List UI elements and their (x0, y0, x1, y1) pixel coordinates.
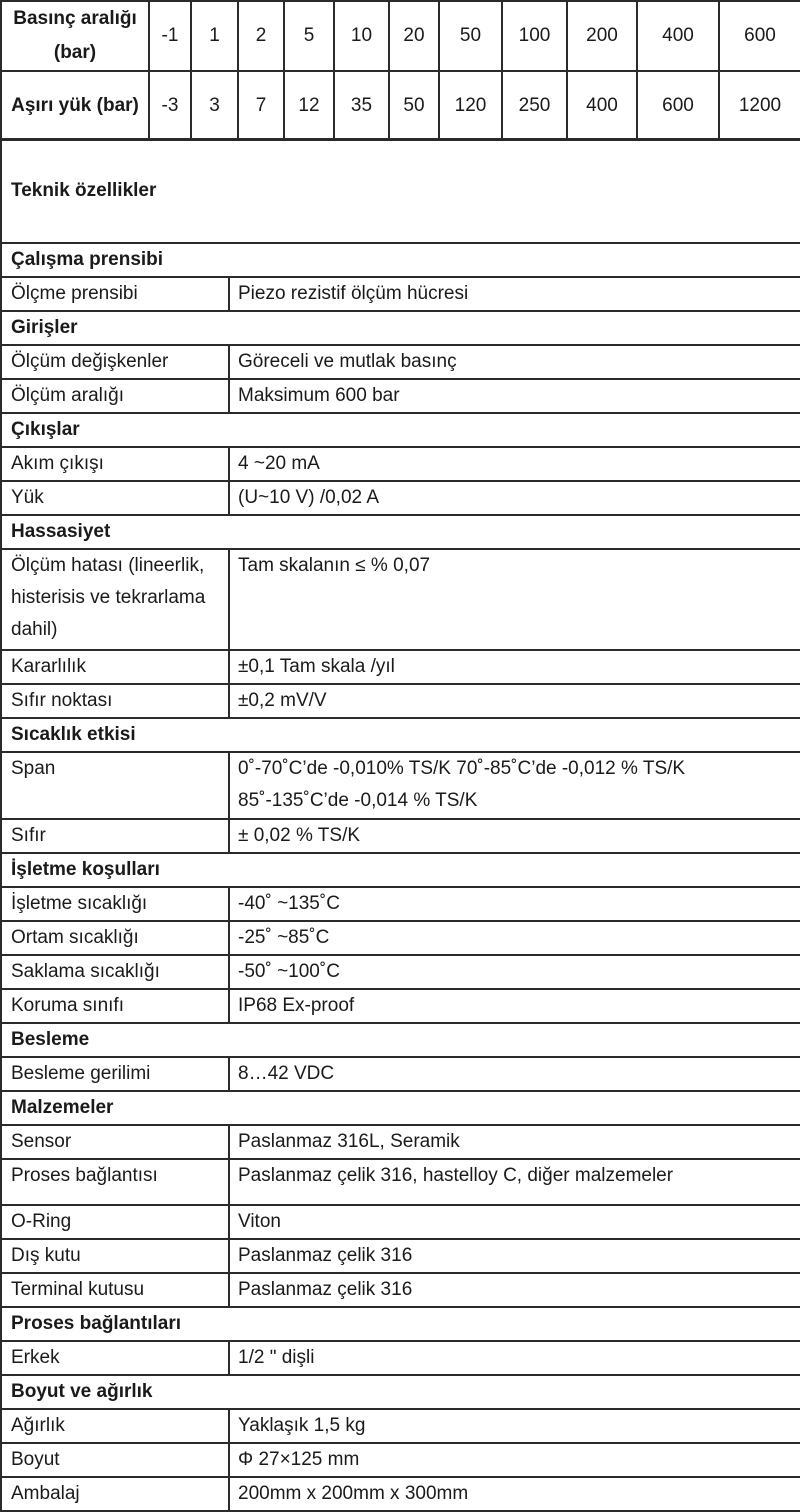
spec-row (1, 1443, 800, 1477)
overload-cell: 50 (389, 71, 439, 140)
spec-label: Proses bağlantısı (1, 1159, 229, 1205)
spec-row (1, 921, 800, 955)
spec-value: -40˚ ~135˚C (229, 887, 800, 921)
pressure-range-table (0, 0, 800, 141)
spec-label: Span (1, 752, 229, 819)
spec-row (1, 819, 800, 853)
spec-label: Dış kutu (1, 1239, 229, 1273)
section-title: Proses bağlantıları (1, 1307, 800, 1341)
spec-row (1, 887, 800, 921)
overload-cell: 35 (334, 71, 389, 140)
pressure-range-cell: 200 (567, 1, 637, 71)
spec-label: Ortam sıcaklığı (1, 921, 229, 955)
pressure-range-cell: 400 (637, 1, 719, 71)
pressure-range-cell: 1 (191, 1, 238, 71)
spec-row (1, 277, 800, 311)
overload-cell: 400 (567, 71, 637, 140)
pressure-range-cell: 2 (238, 1, 284, 71)
spec-value: Paslanmaz çelik 316, hastelloy C, diğer malzemeler (229, 1159, 800, 1205)
spec-label: Sıfır (1, 819, 229, 853)
spec-value: Maksimum 600 bar (229, 379, 800, 413)
overload-cell: 3 (191, 71, 238, 140)
spec-row (1, 1409, 800, 1443)
section-title: Besleme (1, 1023, 800, 1057)
spec-value: 0˚-70˚C’de -0,010% TS/K 70˚-85˚C’de -0,012 % TS/K 85˚-135˚C’de -0,014 % TS/K (229, 752, 800, 819)
spec-label: O-Ring (1, 1205, 229, 1239)
spec-row (1, 1477, 800, 1511)
spec-label: Erkek (1, 1341, 229, 1375)
section-title: Çalışma prensibi (1, 243, 800, 277)
spec-row (1, 752, 800, 819)
pressure-range-cell: 20 (389, 1, 439, 71)
spec-label: Akım çıkışı (1, 447, 229, 481)
spec-value: 8…42 VDC (229, 1057, 800, 1091)
pressure-range-cell: -1 (149, 1, 191, 71)
spec-value: Paslanmaz çelik 316 (229, 1239, 800, 1273)
spec-value: Paslanmaz çelik 316 (229, 1273, 800, 1307)
overload-cell: 120 (439, 71, 502, 140)
spec-row (1, 1239, 800, 1273)
spec-value: (U~10 V) /0,02 A (229, 481, 800, 515)
section-title: Hassasiyet (1, 515, 800, 549)
spec-value: Tam skalanın ≤ % 0,07 (229, 549, 800, 650)
spec-row (1, 447, 800, 481)
spec-row (1, 989, 800, 1023)
spec-value: ±0,1 Tam skala /yıl (229, 650, 800, 684)
spec-value: Piezo rezistif ölçüm hücresi (229, 277, 800, 311)
spec-label: Boyut (1, 1443, 229, 1477)
spec-value: ± 0,02 % TS/K (229, 819, 800, 853)
spec-value: 200mm x 200mm x 300mm (229, 1477, 800, 1511)
spec-label: Koruma sınıfı (1, 989, 229, 1023)
spec-row (1, 955, 800, 989)
spec-label: Ölçme prensibi (1, 277, 229, 311)
spec-row (1, 379, 800, 413)
spec-value: Φ 27×125 mm (229, 1443, 800, 1477)
spec-label: Ölçüm değişkenler (1, 345, 229, 379)
section-title: Girişler (1, 311, 800, 345)
spec-label: Sıfır noktası (1, 684, 229, 718)
pressure-range-row (1, 1, 800, 71)
spec-label: Terminal kutusu (1, 1273, 229, 1307)
spec-value: ±0,2 mV/V (229, 684, 800, 718)
spec-row (1, 549, 800, 650)
pressure-range-label: Basınç aralığı (bar) (1, 1, 149, 71)
spec-row (1, 1159, 800, 1205)
overload-cell: 7 (238, 71, 284, 140)
spec-label: İşletme sıcaklığı (1, 887, 229, 921)
spec-value: Paslanmaz 316L, Seramik (229, 1125, 800, 1159)
spec-label: Saklama sıcaklığı (1, 955, 229, 989)
spec-value: -25˚ ~85˚C (229, 921, 800, 955)
spec-row (1, 1273, 800, 1307)
spec-value: Viton (229, 1205, 800, 1239)
spec-label: Ambalaj (1, 1477, 229, 1511)
spec-value: -50˚ ~100˚C (229, 955, 800, 989)
spec-row (1, 1205, 800, 1239)
spec-value: Göreceli ve mutlak basınç (229, 345, 800, 379)
overload-label: Aşırı yük (bar) (1, 71, 149, 140)
pressure-range-cell: 5 (284, 1, 334, 71)
overload-cell: 1200 (719, 71, 800, 140)
section-title: Çıkışlar (1, 413, 800, 447)
overload-row (1, 71, 800, 140)
section-title: Malzemeler (1, 1091, 800, 1125)
spec-label: Besleme gerilimi (1, 1057, 229, 1091)
spec-value: 1/2 ʺ dişli (229, 1341, 800, 1375)
spec-label: Ölçüm hatası (lineerlik, histerisis ve tekrarlama dahil) (1, 549, 229, 650)
overload-cell: 12 (284, 71, 334, 140)
spec-row (1, 345, 800, 379)
spec-title: Teknik özellikler (1, 139, 800, 243)
spec-value: Yaklaşık 1,5 kg (229, 1409, 800, 1443)
spec-label: Ölçüm aralığı (1, 379, 229, 413)
spec-label: Kararlılık (1, 650, 229, 684)
overload-cell: 250 (502, 71, 567, 140)
overload-cell: -3 (149, 71, 191, 140)
section-title: İşletme koşulları (1, 853, 800, 887)
overload-cell: 600 (637, 71, 719, 140)
pressure-range-cell: 600 (719, 1, 800, 71)
spec-row (1, 1057, 800, 1091)
spec-row (1, 650, 800, 684)
pressure-range-cell: 100 (502, 1, 567, 71)
spec-title-row (1, 139, 800, 243)
spec-row (1, 684, 800, 718)
section-title: Boyut ve ağırlık (1, 1375, 800, 1409)
spec-row (1, 481, 800, 515)
spec-label: Sensor (1, 1125, 229, 1159)
spec-value: 4 ~20 mA (229, 447, 800, 481)
spec-row (1, 1125, 800, 1159)
spec-label: Yük (1, 481, 229, 515)
pressure-range-cell: 10 (334, 1, 389, 71)
spec-row (1, 1341, 800, 1375)
section-title: Sıcaklık etkisi (1, 718, 800, 752)
spec-label: Ağırlık (1, 1409, 229, 1443)
technical-spec-table (0, 138, 800, 1512)
pressure-range-cell: 50 (439, 1, 502, 71)
spec-value: IP68 Ex-proof (229, 989, 800, 1023)
